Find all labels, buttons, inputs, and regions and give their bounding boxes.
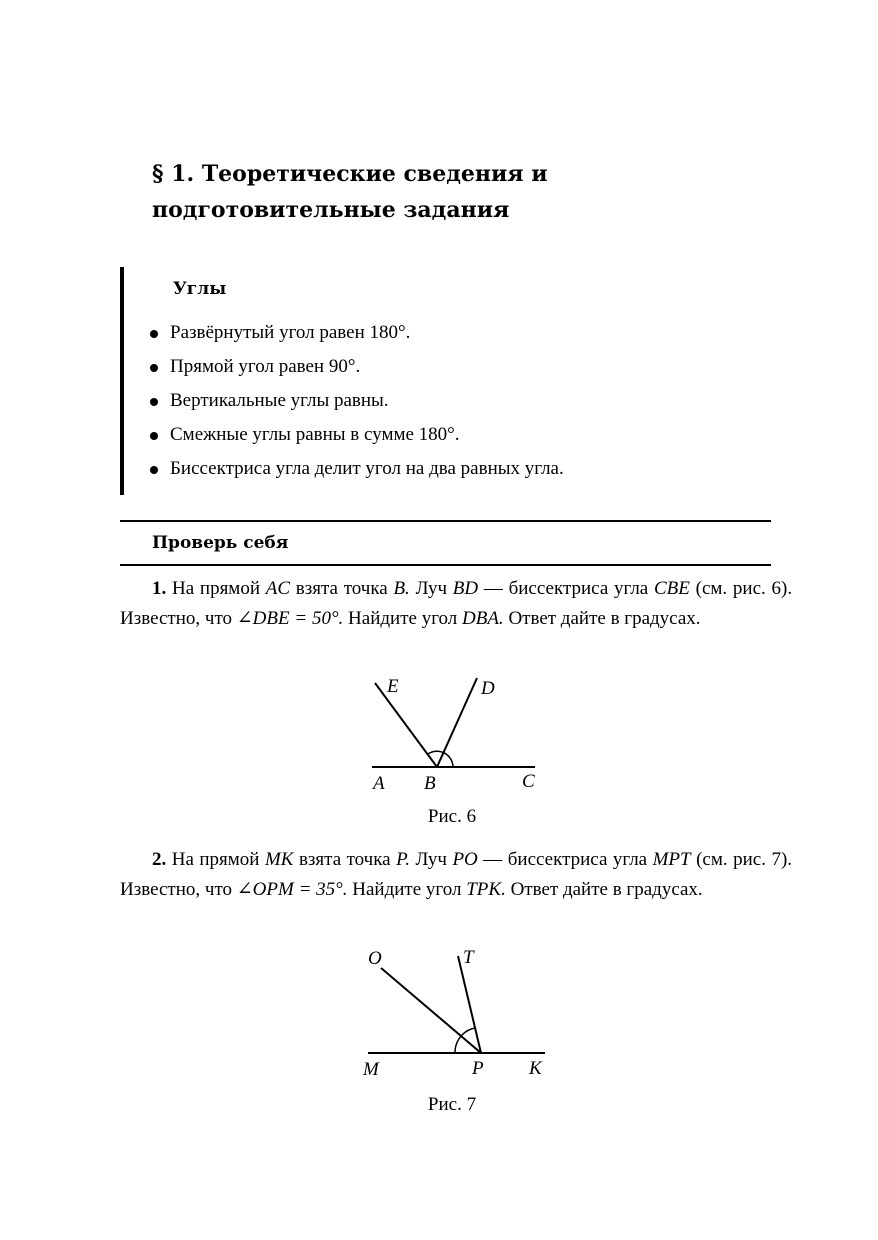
point-label: M — [363, 1059, 379, 1080]
problem-text: (см. рис. 7). Известно, что — [120, 849, 793, 900]
ray-be — [375, 683, 437, 767]
point-label: C — [522, 771, 535, 792]
problem-text: Луч — [415, 578, 448, 599]
math-expr: TPK. — [466, 879, 506, 900]
problem-text: Луч — [415, 849, 447, 870]
theory-box-bar — [120, 267, 124, 495]
problem-text: — биссектриса угла — [483, 849, 648, 870]
section-title — [152, 156, 792, 228]
problem-text: взята точка — [298, 849, 391, 870]
figure-7 — [350, 940, 560, 1085]
math-expr: B. — [393, 578, 410, 599]
problem-text: На прямой — [171, 849, 260, 870]
figure-6 — [350, 670, 560, 800]
theory-item: Вертикальные углы равны. — [148, 384, 564, 418]
problem-1-text — [120, 574, 792, 634]
problem-text: Найдите угол — [352, 879, 462, 900]
theory-item: Смежные углы равны в сумме 180°. — [148, 418, 564, 452]
ray-pt — [458, 956, 481, 1053]
section-title-text: Теоретические сведения и подготовительные задания — [152, 161, 548, 223]
theory-heading: Углы — [173, 279, 227, 299]
math-expr: P. — [396, 849, 411, 870]
point-label: B — [424, 773, 436, 794]
theory-item: Биссектриса угла делит угол на два равных угла. — [148, 452, 564, 486]
point-label: E — [387, 676, 399, 697]
point-label: P — [472, 1058, 484, 1079]
point-label: K — [529, 1058, 542, 1079]
theory-list — [148, 316, 564, 486]
math-expr: ∠DBE = 50°. — [236, 608, 344, 629]
math-expr: MPT — [652, 849, 691, 870]
point-label: A — [373, 773, 385, 794]
math-expr: DBA. — [462, 608, 504, 629]
point-label: T — [463, 947, 474, 968]
problem-number: 1. — [152, 578, 167, 599]
math-expr: PO — [452, 849, 478, 870]
math-expr: CBE — [653, 578, 690, 599]
check-bottom-rule — [120, 564, 771, 566]
math-expr: AC — [265, 578, 291, 599]
math-expr: MK — [264, 849, 294, 870]
check-heading: Проверь себя — [152, 533, 289, 553]
problem-text: (см. рис. 6). Известно, что — [120, 578, 793, 629]
problem-2-text — [120, 845, 792, 905]
problem-text: Ответ дайте в градусах. — [510, 879, 703, 900]
problem-text: Ответ дайте в градусах. — [508, 608, 701, 629]
angle-arc — [455, 1035, 462, 1053]
problem-text: — биссектриса угла — [483, 578, 649, 599]
angle-arc — [462, 1028, 475, 1035]
problem-text: взята точка — [295, 578, 388, 599]
section-symbol: § 1. — [152, 161, 195, 187]
check-top-rule — [120, 520, 771, 522]
theory-item: Развёрнутый угол равен 180°. — [148, 316, 564, 350]
point-label: D — [481, 678, 495, 699]
figure-6-caption: Рис. 6 — [427, 806, 477, 827]
ray-bd — [437, 678, 477, 767]
ray-po — [381, 968, 481, 1053]
math-expr: BD — [452, 578, 479, 599]
figure-7-caption: Рис. 7 — [427, 1094, 477, 1115]
problem-text: Найдите угол — [348, 608, 458, 629]
theory-item: Прямой угол равен 90°. — [148, 350, 564, 384]
math-expr: ∠OPM = 35°. — [236, 879, 348, 900]
point-label: O — [368, 948, 382, 969]
problem-number: 2. — [152, 849, 167, 870]
problem-text: На прямой — [172, 578, 260, 599]
